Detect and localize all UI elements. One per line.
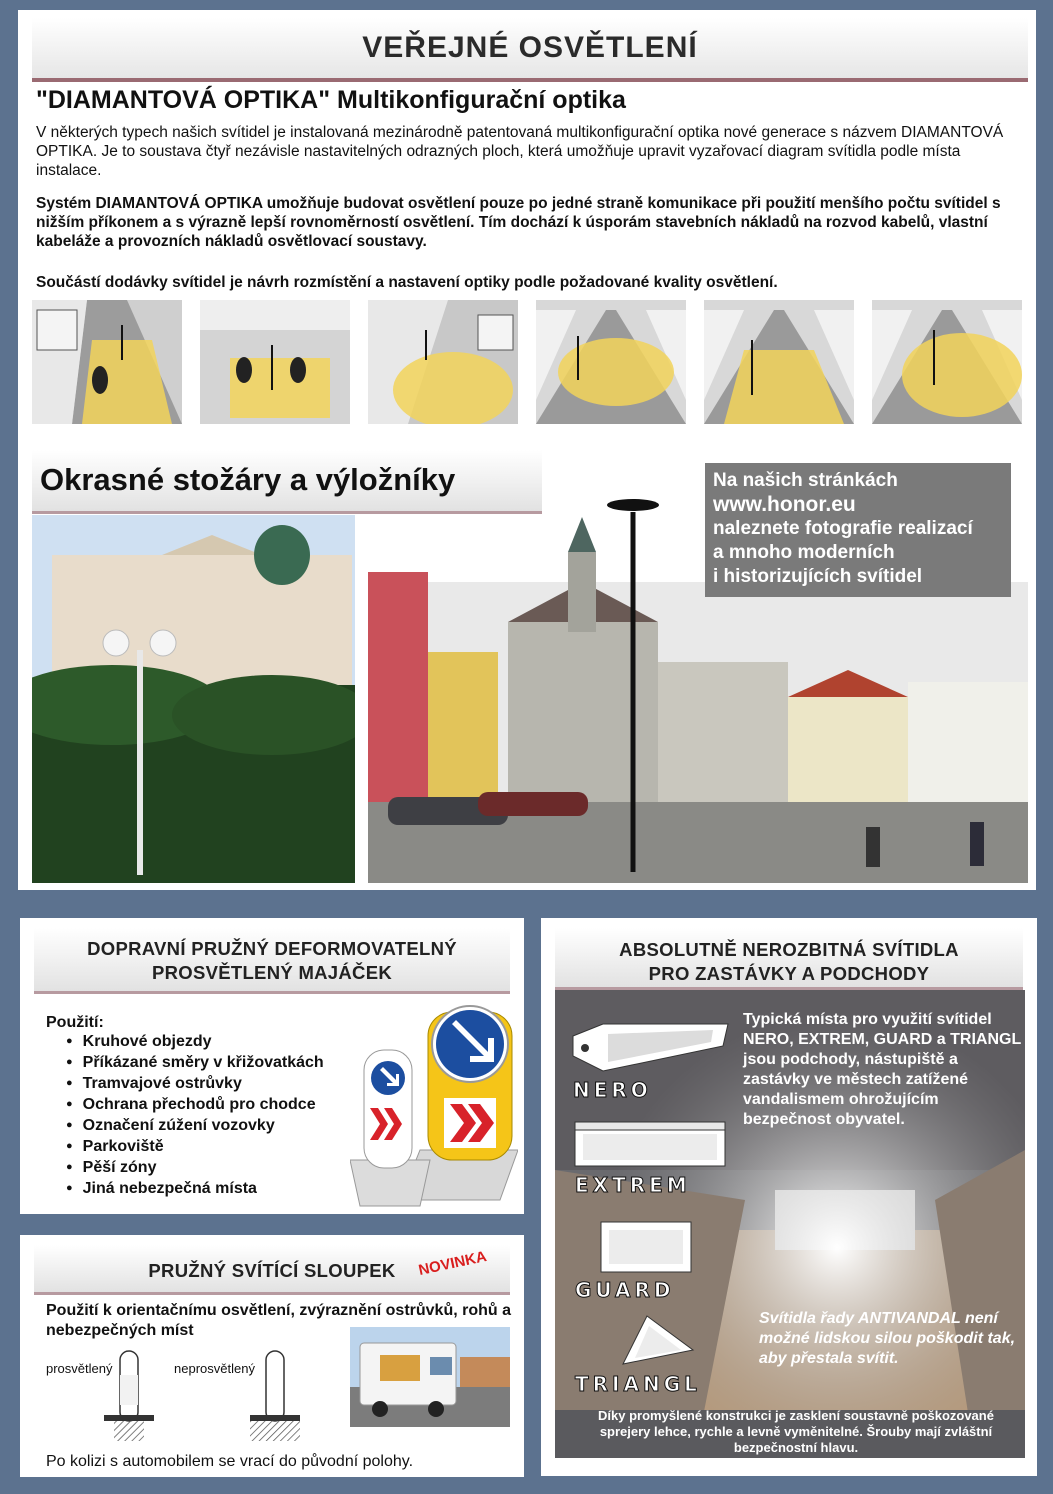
page-title: VEŘEJNÉ OSVĚTLENÍ (362, 31, 698, 64)
beacon-illustration (350, 1000, 518, 1208)
list-item: ● Označení zúžení vozovky (66, 1116, 324, 1137)
bollard-title: PRUŽNÝ SVÍTÍCÍ SLOUPEK (148, 1260, 396, 1281)
extrem-label: EXTREM (575, 1173, 691, 1197)
bollard-panel (20, 1235, 524, 1477)
extrem-lamp-icon (571, 1116, 731, 1176)
beacon-title-bar (34, 928, 510, 994)
website-text-line-1: Na našich stránkách (713, 470, 898, 491)
list-item: ● Ochrana přechodů pro chodce (66, 1095, 324, 1116)
beacon-uses-title: Použití: (46, 1014, 104, 1031)
bollard-usage: Použití k orientačnímu osvětlení, zvýraznění ostrůvků, rohů a nebezpečných míst (46, 1302, 511, 1339)
website-link[interactable]: www.honor.eu (713, 493, 856, 516)
label-lit: prosvětlený (46, 1361, 113, 1376)
triangl-label: TRIANGL (575, 1372, 701, 1396)
lamp-post-photo (32, 515, 355, 883)
website-text-line-2: naleznete fotografie realizací (713, 518, 973, 539)
list-item: ● Jiná nebezpečná místa (66, 1179, 324, 1200)
website-text-line-4: i historizujících svítidel (713, 566, 923, 587)
beacon-title-line-2: PROSVĚTLENÝ MAJÁČEK (151, 962, 393, 983)
list-item: ● Příkázané směry v křižovatkách (66, 1053, 324, 1074)
public-lighting-panel (18, 10, 1036, 890)
optics-paragraph-3: Součástí dodávky svítidel je návrh rozmístění a nastavení optiky podle požadované kvality osvětlení. (36, 274, 778, 291)
optics-diagram-5 (704, 300, 854, 424)
beacon-uses-list (66, 1032, 324, 1200)
website-info-box (705, 463, 1011, 597)
antivandal-title-line-2: PRO ZASTÁVKY A PODCHODY (648, 963, 930, 984)
website-text-line-3: a mnoho moderních (713, 542, 895, 563)
poles-title: Okrasné stožáry a výložníky (40, 462, 456, 497)
page-title-bar (32, 18, 1028, 82)
van-photo (350, 1327, 510, 1427)
optics-diagram-row (32, 300, 1028, 426)
bollard-diagram (100, 1345, 310, 1445)
optics-diagram-2 (200, 300, 350, 424)
optics-paragraph-1: V některých typech našich svítidel je instalovaná mezinárodně patentovaná multikonfigurační optika nové generace s názvem DIAMANTOVÁ OPTIKA. Je to soustava čtyř nezávisle nastavitelných odrazných ploch, která umožňuje upravit vyzařovací diagram svítidla podle místa instalace. (36, 124, 1004, 179)
new-badge: NOVINKA (416, 1247, 489, 1280)
antivandal-footer: Díky promyšlené konstrukci je zasklení soustavně poškozované sprejery lehce, rychle a levně vyměnitelné. Šrouby mají zvláštní bezpečnostní hlavu. (598, 1408, 994, 1455)
antivandal-title-line-1: ABSOLUTNĚ NEROZBITNÁ SVÍTIDLA (619, 939, 959, 960)
antivandal-claim: Svítidla řady ANTIVANDAL není možné lidskou silou poškodit tak, aby přestala svítit. (759, 1310, 1016, 1367)
list-item: ● Kruhové objezdy (66, 1032, 324, 1053)
bollard-footer: Po kolizi s automobilem se vrací do původní polohy. (46, 1453, 414, 1470)
list-item: ● Pěší zóny (66, 1158, 324, 1179)
antivandal-title-bar (555, 928, 1023, 990)
antivandal-panel (541, 918, 1037, 1476)
optics-paragraph-2: Systém DIAMANTOVÁ OPTIKA umožňuje budovat osvětlení pouze po jedné straně komunikace při použití menšího počtu svítidel s nižším příkonem a s výrazně lepší rovnoměrností osvětlení. Tím dochází k úsporám stavebních nákladů na rozvod kabelů, vlastní kabeláže a provozních nákladů osvětlovací soustavy. (36, 195, 1001, 250)
typical-uses-text: Typická místa pro využití svítidel NERO, EXTREM, GUARD a TRIANGL jsou podchody, nástupiště a zastávky ve městech zatížené vandalismem ohrožujícím bezpečnost obyvatel. (743, 1011, 1021, 1128)
optics-diagram-1 (32, 300, 182, 424)
optics-diagram-6 (872, 300, 1022, 424)
triangl-lamp-icon (617, 1310, 697, 1370)
label-unlit: neprosvětlený (174, 1361, 255, 1376)
list-item: ● Parkoviště (66, 1137, 324, 1158)
nero-label: NERO (573, 1078, 652, 1102)
beacon-panel (20, 918, 524, 1214)
optics-heading: "DIAMANTOVÁ OPTIKA" Multikonfigurační optika (36, 86, 626, 114)
list-item: ● Tramvajové ostrůvky (66, 1074, 324, 1095)
guard-label: GUARD (575, 1278, 675, 1302)
beacon-title-line-1: DOPRAVNÍ PRUŽNÝ DEFORMOVATELNÝ (87, 938, 457, 959)
nero-lamp-icon (563, 1016, 733, 1076)
guard-lamp-icon (597, 1216, 697, 1276)
optics-diagram-3 (368, 300, 518, 424)
optics-diagram-4 (536, 300, 686, 424)
